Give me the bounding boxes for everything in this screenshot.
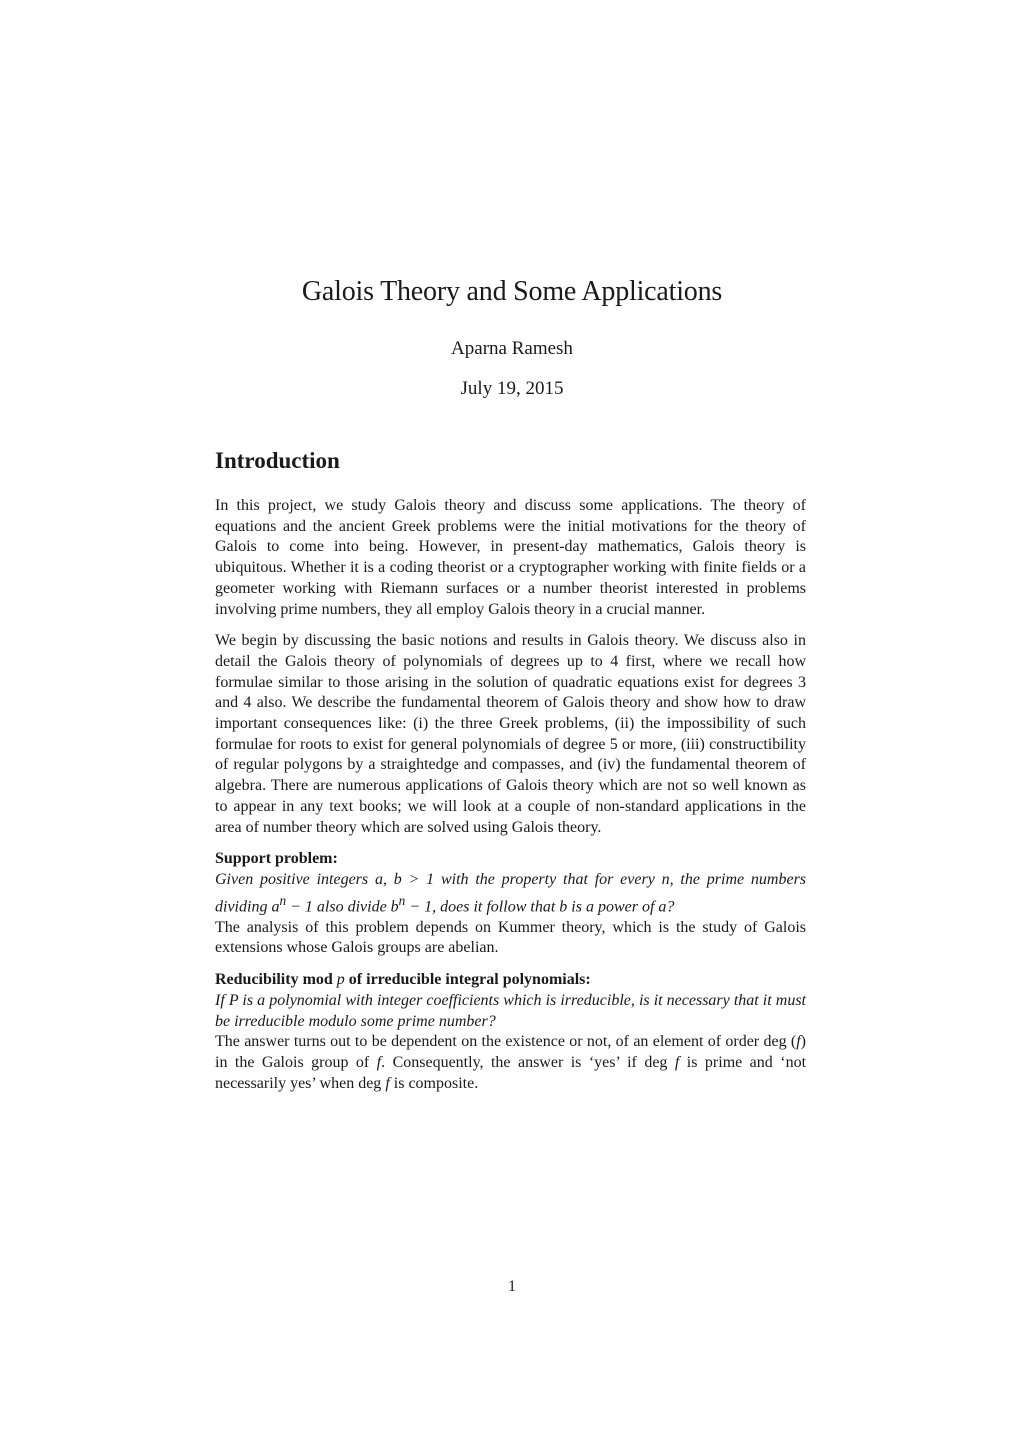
reducibility-block <box>215 970 806 1094</box>
support-problem-block <box>215 849 806 959</box>
document-title: Galois Theory and Some Applications <box>301 276 723 307</box>
intro-paragraph-1: In this project, we study Galois theory and discuss some applications. The theory of equations and the ancient Greek problems were the initial motivations for the theory of Galois to come into being. However, in present-day mathematics, Galois theory is ubiquitous. Whether it is a coding theorist or a cryptographer working with finite fields or a geometer working with Riemann surfaces or a number theorist interested in problems involving prime numbers, they all employ Galois theory in a crucial manner. <box>215 497 806 618</box>
document-date: July 19, 2015 <box>460 378 564 399</box>
intro-paragraph-2: We begin by discussing the basic notions and results in Galois theory. We discuss also in detail the Galois theory of polynomials of degrees up to 4 first, where we recall how formulae similar to those arising in the solution of quadratic equations exist for degrees 3 and 4 also. We describe the fundamental theorem of Galois theory and show how to draw important consequences like: (i) the three Greek problems, (ii) the impossibility of such formulae for roots to exist for general polynomials of degree 5 or more, (iii) constructibility of regular polygons by a straightedge and compasses, and (iv) the fundamental theorem of algebra. There are numerous applications of Galois theory which are not so well known as to appear in any text books; we will look at a couple of non-standard applications in the area of number theory which are solved using Galois theory. <box>215 632 806 836</box>
reducibility-answer: The answer turns out to be dependent on the existence or not, of an element of order deg (f) in the Galois group of f. Consequently, the answer is ‘yes’ if deg f is prime and ‘not necessarily yes’ when deg f is composite. <box>215 1033 807 1092</box>
document-body <box>215 446 806 1105</box>
reducibility-statement: If P is a polynomial with integer coefficients which is irreducible, is it necessary that it must be irreducible modulo some prime number? <box>215 991 806 1030</box>
support-problem-heading: Support problem: <box>215 850 338 868</box>
support-problem-analysis: The analysis of this problem depends on Kummer theory, which is the study of Galois extensions whose Galois groups are abelian. <box>215 918 806 957</box>
page-number: 1 <box>508 1278 516 1295</box>
document-author: Aparna Ramesh <box>451 338 573 359</box>
section-heading-introduction: Introduction <box>215 448 340 473</box>
support-problem-statement: Given positive integers a, b > 1 with the property that for every n, the prime numbers dividing $a^n - 1$ also divide $b^n - 1$, does it follow that b is a power of a? <box>215 870 807 915</box>
reducibility-heading: Reducibility mod p of irreducible integral polynomials: <box>215 971 591 989</box>
